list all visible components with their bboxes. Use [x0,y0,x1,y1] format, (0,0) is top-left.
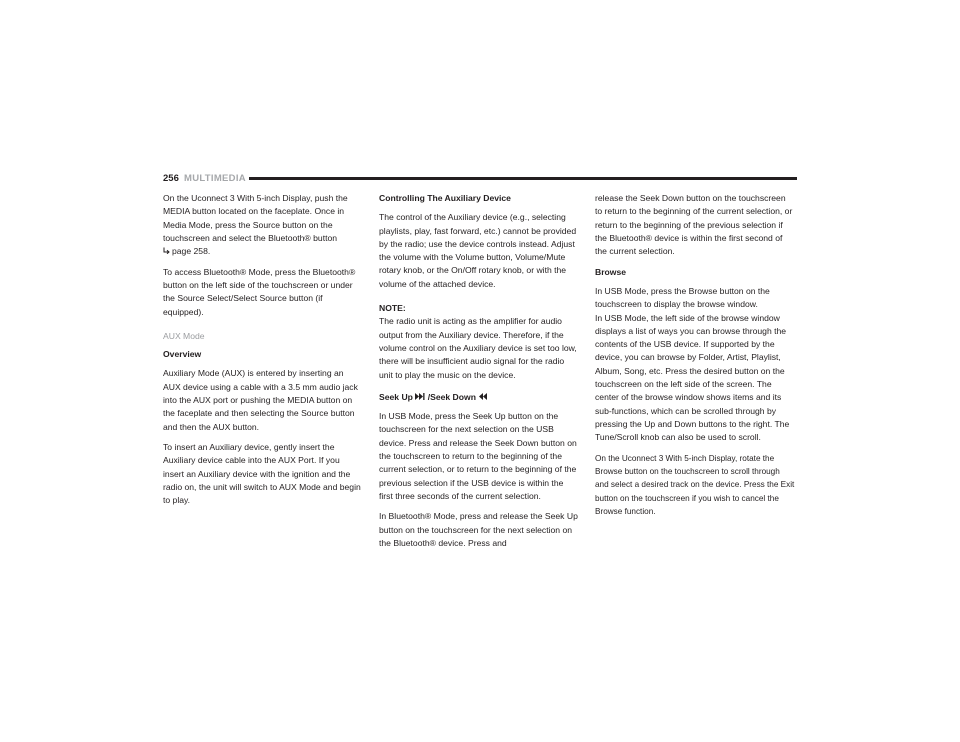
insert-paragraph: To insert an Auxiliary device, gently insert the Auxiliary device cable into the AUX Port. If you insert an Auxiliary device with the ignition and the radio on, the unit will switch to AUX Mode and begin to play. [163,442,361,506]
column-left [163,192,363,515]
seek-down-icon [478,393,488,400]
access-paragraph: To access Bluetooth® Mode, press the Bluetooth® button on the left side of the touchscreen or under the Source Select/Select Source button (if equipped). [163,266,356,317]
aux-mode-heading: AUX Mode [163,330,205,341]
intro-text: On the Uconnect 3 With 5-inch Display, push the MEDIA button located on the faceplate. Once in Media Mode, press the Source button on the touchscreen and select the Bluetooth® button [163,193,348,243]
seek-up-label: Seek Up [379,391,413,402]
header-rule [249,177,797,180]
seek-bluetooth-paragraph: In Bluetooth® Mode, press and release the Seek Up button on the touchscreen for the next selection on the Bluetooth® device. Press and [379,511,578,549]
page-number: 256 [163,173,179,184]
browse-paragraph-3: On the Uconnect 3 With 5-inch Display, rotate the Browse button on the touchscreen to scroll through and select a desired track on the device. Press the Exit button on the touchscreen if you wish to cancel the Browse function. [595,453,795,516]
seek-bluetooth-continued: release the Seek Down button on the touchscreen to return to the beginning of the current selection, or return to the beginning of the previous selection if the Bluetooth® device is within the first second of the current selection. [595,193,793,257]
page-header [163,172,797,188]
intro-page-ref[interactable]: page 258. [172,246,211,257]
browse-paragraph-1 [595,285,795,445]
controlling-paragraph: The control of the Auxiliary device (e.g., selecting playlists, play, fast forward, etc.) cannot be provided by the radio; use the device controls instead. Adjust the volume with the Volume button, Volume/Mute rotary knob, or the On/Off rotary knob, or with the volume of the attached device. [379,212,577,289]
column-right [595,192,795,525]
seek-heading [379,391,579,404]
controlling-heading: Controlling The Auxiliary Device [379,193,511,203]
seek-usb-paragraph: In USB Mode, press the Seek Up button on the touchscreen for the next selection on the USB device. Press and release the Seek Down button on the touchscreen to return to the beginning of the current selection, or to return to the beginning of the previous selection if the USB device is within the first three seconds of the current selection. [379,411,577,501]
seek-up-icon [415,393,425,400]
section-title: MULTIMEDIA [184,173,246,184]
seek-down-label: /Seek Down [427,391,476,402]
overview-paragraph: Auxiliary Mode (AUX) is entered by inserting an AUX device using a cable with a 3.5 mm audio jack into the AUX port or pushing the MEDIA button on the faceplate and then selecting the Source button and then the AUX button. [163,368,358,432]
column-middle [379,192,579,558]
browse-heading: Browse [595,266,627,277]
browse-text-1: In USB Mode, press the Browse button on the touchscreen to display the browse window. [595,285,770,310]
note-label: NOTE: [379,303,406,314]
browse-text-2: In USB Mode, the left side of the browse window displays a list of ways you can browse through the contents of the USB device. If supported by the device, you can browse by Folder, Artist, Playlist, Album, Song, etc. Press the desired button on the touchscreen on the left side of the screen. The center of the browse window shows items and its sub-functions, which can be scrolled through by pressing the Up and Down buttons to the right. The Tune/Scroll knob can also be used to scroll. [595,312,790,443]
note-paragraph: The radio unit is acting as the amplifier for audio output from the Auxiliary device. Therefore, if the volume control on the Auxiliary device is set too low, there will be insufficient audio signal for the radio unit to play the music on the device. [379,316,577,380]
intro-paragraph [163,192,363,258]
page-reference-arrow-icon [163,247,170,255]
overview-heading: Overview [163,349,202,360]
